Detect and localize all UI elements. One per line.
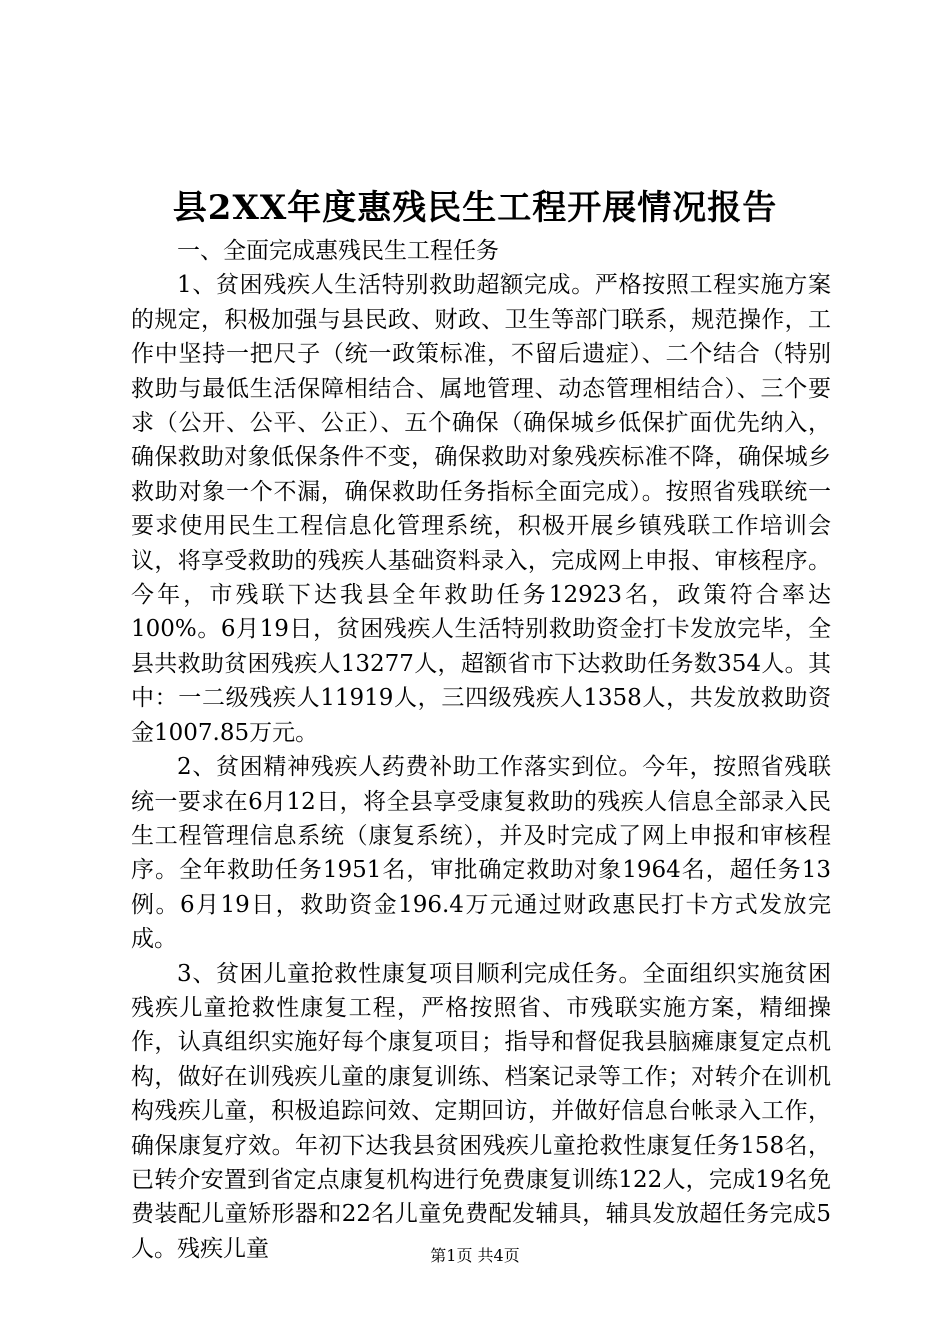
paragraph-2: 2、贫困精神残疾人药费补助工作落实到位。今年，按照省残联统一要求在6月12日，将全县享受康复救助的残疾人信息全部录入民生工程管理信息系统（康复系统），并及时完成了网上申报和审核程序。全年救助任务1951名，审批确定救助对象1964名，超任务13例。6月19日，救助资金196.4万元通过财政惠民打卡方式发放完成。 bbox=[131, 754, 831, 953]
paragraph-3: 3、贫困儿童抢救性康复项目顺利完成任务。全面组织实施贫困残疾儿童抢救性康复工程，严格按照省、市残联实施方案，精细操作，认真组织实施好每个康复项目；指导和督促我县脑瘫康复定点机构，做好在训残疾儿童的康复训练、档案记录等工作；对转介在训机构残疾儿童，积极追踪问效、定期回访，并做好信息台帐录入工作，确保康复疗效。年初下达我县贫困残疾儿童抢救性康复任务158名，已转介安置到省定点康复机构进行免费康复训练122人，完成19名免费装配儿童矫形器和22名儿童免费配发辅具，辅具发放超任务完成5人。残疾儿童 bbox=[131, 960, 831, 1262]
page-footer: 第1页 共4页 bbox=[430, 1246, 520, 1265]
document-body bbox=[131, 234, 831, 1266]
section-heading: 一、全面完成惠残民生工程任务 bbox=[177, 238, 499, 264]
paragraph-1: 1、贫困残疾人生活特别救助超额完成。严格按照工程实施方案的规定，积极加强与县民政、财政、卫生等部门联系，规范操作，工作中坚持一把尺子（统一政策标准，不留后遗症）、二个结合（特别救助与最低生活保障相结合、属地管理、动态管理相结合）、三个要求（公开、公平、公正）、五个确保（确保城乡低保扩面优先纳入，确保救助对象低保条件不变，确保救助对象残疾标准不降，确保城乡救助对象一个不漏，确保救助任务指标全面完成）。按照省残联统一要求使用民生工程信息化管理系统，积极开展乡镇残联工作培训会议，将享受救助的残疾人基础资料录入，完成网上申报、审核程序。今年，市残联下达我县全年救助任务12923名，政策符合率达100%。6月19日，贫困残疾人生活特别救助资金打卡发放完毕，全县共救助贫困残疾人13277人，超额省市下达救助任务数354人。其中：一二级残疾人11919人，三四级残疾人1358人，共发放救助资金1007.85万元。 bbox=[131, 272, 831, 746]
document-title: 县2XX年度惠残民生工程开展情况报告 bbox=[172, 188, 778, 228]
